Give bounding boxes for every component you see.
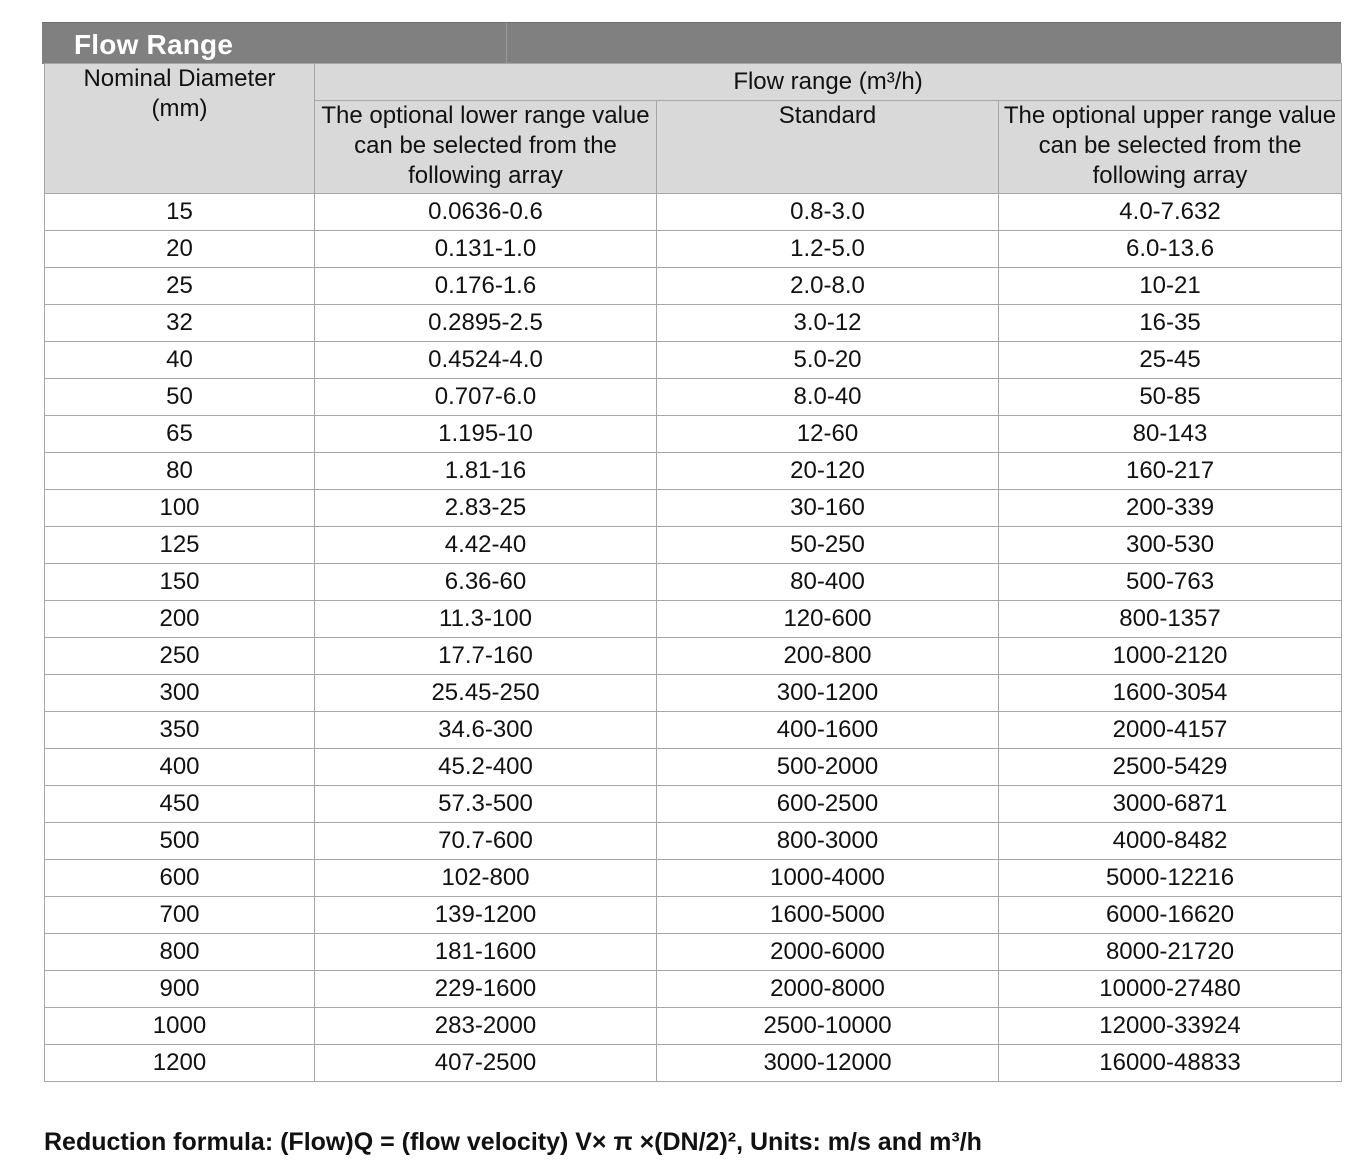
cell-standard-range: 12-60 (657, 416, 999, 453)
cell-upper-range: 10000-27480 (999, 971, 1342, 1008)
flow-range-table (44, 63, 1342, 1082)
cell-nominal-diameter: 40 (45, 342, 315, 379)
cell-lower-range: 139-1200 (315, 897, 657, 934)
cell-standard-range: 120-600 (657, 601, 999, 638)
cell-lower-range: 17.7-160 (315, 638, 657, 675)
cell-standard-range: 300-1200 (657, 675, 999, 712)
standard-range-header: Standard (657, 101, 999, 194)
cell-nominal-diameter: 200 (45, 601, 315, 638)
cell-standard-range: 2000-8000 (657, 971, 999, 1008)
cell-standard-range: 3000-12000 (657, 1045, 999, 1082)
cell-lower-range: 283-2000 (315, 1008, 657, 1045)
cell-standard-range: 20-120 (657, 453, 999, 490)
table-row (45, 490, 1342, 527)
cell-standard-range: 2500-10000 (657, 1008, 999, 1045)
cell-nominal-diameter: 1200 (45, 1045, 315, 1082)
cell-nominal-diameter: 700 (45, 897, 315, 934)
table-row (45, 860, 1342, 897)
cell-standard-range: 1.2-5.0 (657, 231, 999, 268)
table-row (45, 1008, 1342, 1045)
cell-upper-range: 16-35 (999, 305, 1342, 342)
cell-upper-range: 300-530 (999, 527, 1342, 564)
cell-upper-range: 5000-12216 (999, 860, 1342, 897)
table-row (45, 934, 1342, 971)
cell-nominal-diameter: 15 (45, 194, 315, 231)
table-row (45, 786, 1342, 823)
cell-lower-range: 1.195-10 (315, 416, 657, 453)
table-row (45, 823, 1342, 860)
cell-upper-range: 2500-5429 (999, 749, 1342, 786)
cell-lower-range: 0.4524-4.0 (315, 342, 657, 379)
cell-nominal-diameter: 150 (45, 564, 315, 601)
table-row (45, 305, 1342, 342)
cell-standard-range: 50-250 (657, 527, 999, 564)
lower-range-header: The optional lower range value can be selected from the following array (315, 101, 657, 194)
cell-upper-range: 500-763 (999, 564, 1342, 601)
cell-upper-range: 25-45 (999, 342, 1342, 379)
cell-lower-range: 0.707-6.0 (315, 379, 657, 416)
cell-standard-range: 500-2000 (657, 749, 999, 786)
cell-nominal-diameter: 32 (45, 305, 315, 342)
table-row (45, 342, 1342, 379)
cell-nominal-diameter: 300 (45, 675, 315, 712)
table-row (45, 749, 1342, 786)
table-row (45, 453, 1342, 490)
title-bar-divider (506, 23, 507, 64)
cell-nominal-diameter: 65 (45, 416, 315, 453)
table-row (45, 268, 1342, 305)
cell-upper-range: 50-85 (999, 379, 1342, 416)
cell-standard-range: 200-800 (657, 638, 999, 675)
cell-standard-range: 2.0-8.0 (657, 268, 999, 305)
table-row (45, 564, 1342, 601)
cell-nominal-diameter: 500 (45, 823, 315, 860)
cell-lower-range: 0.176-1.6 (315, 268, 657, 305)
table-row (45, 675, 1342, 712)
table-row (45, 231, 1342, 268)
cell-upper-range: 3000-6871 (999, 786, 1342, 823)
cell-upper-range: 1600-3054 (999, 675, 1342, 712)
table-row (45, 601, 1342, 638)
cell-lower-range: 4.42-40 (315, 527, 657, 564)
table-row (45, 971, 1342, 1008)
table-row (45, 712, 1342, 749)
section-title: Flow Range (74, 29, 234, 60)
cell-upper-range: 6000-16620 (999, 897, 1342, 934)
cell-upper-range: 8000-21720 (999, 934, 1342, 971)
cell-standard-range: 2000-6000 (657, 934, 999, 971)
cell-standard-range: 30-160 (657, 490, 999, 527)
cell-upper-range: 1000-2120 (999, 638, 1342, 675)
flow-range-group-header: Flow range (m³/h) (315, 64, 1342, 101)
cell-nominal-diameter: 80 (45, 453, 315, 490)
cell-standard-range: 80-400 (657, 564, 999, 601)
cell-upper-range: 10-21 (999, 268, 1342, 305)
nominal-diameter-header (45, 64, 315, 194)
cell-upper-range: 800-1357 (999, 601, 1342, 638)
cell-nominal-diameter: 250 (45, 638, 315, 675)
cell-nominal-diameter: 400 (45, 749, 315, 786)
cell-lower-range: 6.36-60 (315, 564, 657, 601)
cell-lower-range: 70.7-600 (315, 823, 657, 860)
table-row (45, 416, 1342, 453)
cell-standard-range: 1600-5000 (657, 897, 999, 934)
cell-nominal-diameter: 50 (45, 379, 315, 416)
cell-lower-range: 181-1600 (315, 934, 657, 971)
cell-lower-range: 2.83-25 (315, 490, 657, 527)
cell-standard-range: 1000-4000 (657, 860, 999, 897)
cell-lower-range: 1.81-16 (315, 453, 657, 490)
table-row (45, 638, 1342, 675)
cell-lower-range: 0.0636-0.6 (315, 194, 657, 231)
cell-upper-range: 16000-48833 (999, 1045, 1342, 1082)
table-row (45, 527, 1342, 564)
cell-upper-range: 80-143 (999, 416, 1342, 453)
cell-lower-range: 45.2-400 (315, 749, 657, 786)
cell-upper-range: 200-339 (999, 490, 1342, 527)
flow-range-table-body (45, 194, 1342, 1082)
cell-upper-range: 12000-33924 (999, 1008, 1342, 1045)
table-row (45, 897, 1342, 934)
cell-nominal-diameter: 1000 (45, 1008, 315, 1045)
cell-lower-range: 34.6-300 (315, 712, 657, 749)
cell-nominal-diameter: 25 (45, 268, 315, 305)
cell-lower-range: 407-2500 (315, 1045, 657, 1082)
cell-upper-range: 2000-4157 (999, 712, 1342, 749)
cell-lower-range: 0.131-1.0 (315, 231, 657, 268)
cell-standard-range: 800-3000 (657, 823, 999, 860)
cell-nominal-diameter: 600 (45, 860, 315, 897)
cell-upper-range: 160-217 (999, 453, 1342, 490)
cell-nominal-diameter: 800 (45, 934, 315, 971)
table-row (45, 379, 1342, 416)
upper-range-header: The optional upper range value can be selected from the following array (999, 101, 1342, 194)
cell-standard-range: 3.0-12 (657, 305, 999, 342)
cell-upper-range: 6.0-13.6 (999, 231, 1342, 268)
nominal-diameter-header-text: Nominal Diameter (mm) (83, 65, 276, 122)
cell-lower-range: 0.2895-2.5 (315, 305, 657, 342)
cell-upper-range: 4000-8482 (999, 823, 1342, 860)
cell-upper-range: 4.0-7.632 (999, 194, 1342, 231)
cell-standard-range: 0.8-3.0 (657, 194, 999, 231)
cell-standard-range: 8.0-40 (657, 379, 999, 416)
section-title-bar (42, 22, 1341, 64)
cell-nominal-diameter: 350 (45, 712, 315, 749)
reduction-formula: Reduction formula: (Flow)Q = (flow velocity) V× π ×(DN/2)², Units: m/s and m³/h (44, 1128, 982, 1156)
cell-nominal-diameter: 450 (45, 786, 315, 823)
table-row (45, 1045, 1342, 1082)
cell-lower-range: 25.45-250 (315, 675, 657, 712)
cell-lower-range: 102-800 (315, 860, 657, 897)
cell-nominal-diameter: 125 (45, 527, 315, 564)
cell-lower-range: 11.3-100 (315, 601, 657, 638)
cell-nominal-diameter: 100 (45, 490, 315, 527)
cell-standard-range: 400-1600 (657, 712, 999, 749)
cell-nominal-diameter: 20 (45, 231, 315, 268)
cell-standard-range: 5.0-20 (657, 342, 999, 379)
cell-lower-range: 229-1600 (315, 971, 657, 1008)
cell-lower-range: 57.3-500 (315, 786, 657, 823)
cell-standard-range: 600-2500 (657, 786, 999, 823)
cell-nominal-diameter: 900 (45, 971, 315, 1008)
table-row (45, 194, 1342, 231)
